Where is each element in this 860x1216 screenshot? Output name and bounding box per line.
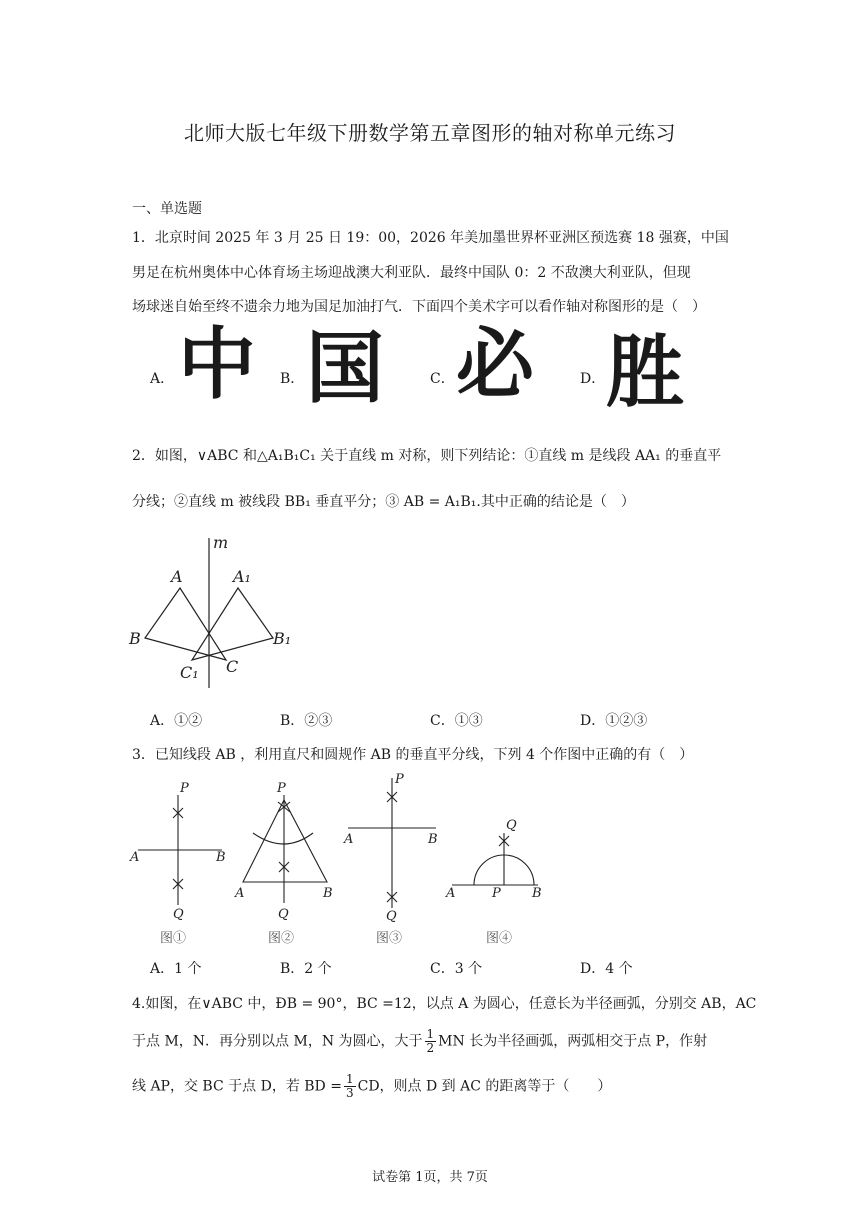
q4-line-2-start: 于点 M，N．再分别以点 M，N 为圆心，大于	[132, 1033, 423, 1050]
section-heading: 一、单选题	[132, 201, 202, 217]
fig2-label-a: A	[235, 886, 245, 901]
q3-figure-3	[340, 770, 445, 925]
q3-line-1: 3．已知线段 AB ，利用直尺和圆规作 AB 的垂直平分线，下列 4 个作图中正确的有（ ）	[132, 747, 694, 763]
q2-label-c: C	[226, 657, 239, 676]
q2-label-m: m	[213, 533, 229, 552]
q2-figure	[125, 530, 300, 695]
q2-label-b: B	[129, 629, 141, 648]
q2-label-b1: B₁	[273, 629, 292, 648]
q3-caption-3: 图③	[376, 931, 403, 946]
q4-line-3-start: 线 AP，交 BC 于点 D，若 BD =	[132, 1078, 342, 1095]
fig3-label-q: Q	[386, 909, 397, 924]
q3-caption-4: 图④	[486, 931, 513, 946]
q1-line-1: 1．北京时间 2025 年 3 月 25 日 19：00，2026 年美加墨世界杯亚洲区预选赛 18 强赛，中国	[132, 230, 729, 246]
q3-option-a: A．1 个	[150, 961, 202, 977]
q3-option-b: B．2 个	[280, 961, 332, 977]
q4-frac2-den: 3	[345, 1086, 354, 1101]
q4-line-2	[132, 1028, 707, 1055]
q1-option-c-char: 必	[456, 320, 535, 410]
fig2-label-p: P	[277, 781, 286, 796]
fig1-label-a: A	[130, 850, 140, 865]
fig1-label-p: P	[180, 781, 189, 796]
q2-label-c1: C₁	[180, 663, 199, 682]
q4-frac2-num: 1	[345, 1072, 354, 1086]
fig4-label-p: P	[492, 886, 501, 901]
page-footer: 试卷第 1页，共 7页	[372, 1170, 488, 1185]
q1-option-d-label: D．	[580, 371, 606, 387]
fig1-label-b: B	[216, 850, 226, 865]
fig3-label-a: A	[344, 832, 354, 847]
fig2-label-q: Q	[278, 907, 289, 920]
q4-fraction-third	[344, 1073, 356, 1100]
q3-caption-2: 图②	[268, 931, 295, 946]
q4-line-3-end: CD，则点 D 到 AC 的距离等于（ ）	[357, 1078, 612, 1095]
q1-option-d-char: 胜	[606, 328, 685, 418]
q2-option-b: B．②③	[280, 713, 333, 729]
q2-line-2: 分线；②直线 m 被线段 BB₁ 垂直平分；③ AB = A₁B₁.其中正确的结论是（ ）	[132, 494, 635, 510]
q3-figure-4	[442, 815, 552, 905]
q1-option-a-label: A．	[150, 371, 175, 387]
fig4-label-a: A	[446, 886, 456, 901]
q4-line-3	[132, 1073, 611, 1100]
q1-line-3: 场球迷自始至终不遗余力地为国足加油打气．下面四个美术字可以看作轴对称图形的是（ ）	[132, 299, 706, 315]
fig3-label-p: P	[395, 772, 404, 787]
q2-label-a1: A₁	[233, 567, 251, 586]
q1-option-b-label: B．	[280, 371, 305, 387]
fig2-label-b: B	[323, 886, 333, 901]
fig3-label-b: B	[428, 832, 438, 847]
q2-option-a: A．①②	[150, 713, 203, 729]
q3-caption-1: 图①	[160, 931, 187, 946]
q4-line-2-end: MN 长为半径画弧，两弧相交于点 P，作射	[438, 1033, 708, 1050]
q4-fraction-half	[425, 1028, 437, 1055]
q4-line-1: 4.如图，在∨ABC 中，ÐB = 90°，BC =12，以点 A 为圆心，任意长为半径画弧，分别交 AB，AC	[132, 996, 757, 1012]
q1-line-2: 男足在杭州奥体中心体育场主场迎战澳大利亚队．最终中国队 0：2 不敌澳大利亚队，但现	[132, 265, 691, 281]
page-title: 北师大版七年级下册数学第五章图形的轴对称单元练习	[184, 121, 676, 145]
fig1-label-q: Q	[173, 907, 184, 920]
fig4-label-q: Q	[506, 818, 517, 833]
q3-option-d: D．4 个	[580, 961, 633, 977]
q3-figure-1	[128, 775, 233, 920]
q4-frac1-den: 2	[426, 1041, 435, 1056]
q1-option-a-char: 中	[178, 320, 257, 410]
q2-line-1: 2．如图，∨ABC 和△A₁B₁C₁ 关于直线 m 对称，则下列结论：①直线 m 是线段 AA₁ 的垂直平	[132, 448, 722, 464]
q3-figure-2	[233, 775, 338, 920]
q2-option-d: D．①②③	[580, 713, 648, 729]
fig4-label-b: B	[532, 886, 542, 901]
q2-option-c: C．①③	[430, 713, 483, 729]
q2-label-a: A	[171, 567, 183, 586]
q4-frac1-num: 1	[426, 1027, 435, 1041]
q1-option-b-char: 国	[306, 324, 385, 414]
q3-option-c: C．3 个	[430, 961, 483, 977]
q1-option-c-label: C．	[430, 371, 455, 387]
